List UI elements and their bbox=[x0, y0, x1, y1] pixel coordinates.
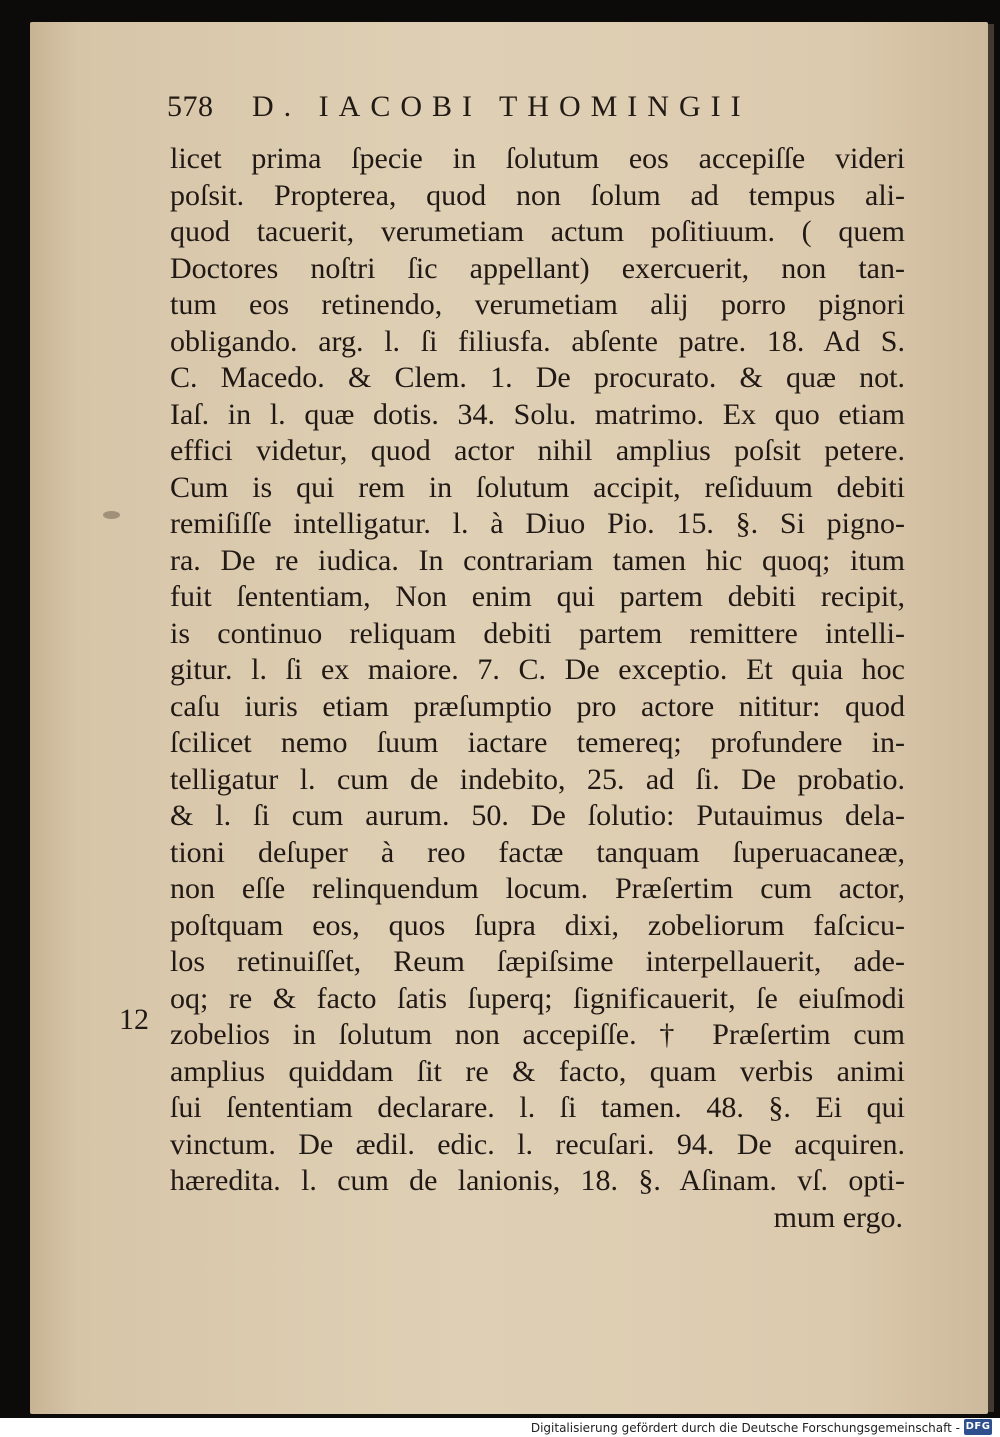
text-line: caſu iuris etiam præſumptio pro actore nititur: quod bbox=[170, 689, 905, 723]
text-line: ſcilicet nemo ſuum iactare temereq; profundere in- bbox=[170, 726, 905, 759]
text-line: & l. ſi cum aurum. 50. De ſolutio: Putauimus dela- bbox=[170, 799, 905, 832]
digitization-footer bbox=[0, 1418, 1000, 1437]
page-header bbox=[167, 90, 857, 136]
text-line: gitur. l. ſi ex maiore. 7. C. De exceptio. Et quia hoc bbox=[170, 653, 905, 686]
text-line-last: mum ergo. bbox=[773, 1200, 903, 1234]
text-line: tioni deſuper à reo factæ tanquam ſuperuacaneæ, bbox=[170, 835, 905, 869]
text-line: Iaſ. in l. quæ dotis. 34. Solu. matrimo. Ex quo etiam bbox=[170, 397, 905, 431]
text-line: Cum is qui rem in ſolutum accipit, reſiduum debiti bbox=[170, 470, 905, 504]
margin-ink-mark bbox=[103, 511, 120, 519]
text-line: remiſiſſe intelligatur. l. à Diuo Pio. 15. §. Si pigno- bbox=[170, 507, 905, 540]
text-line: non eſſe relinquendum locum. Præſertim cum actor, bbox=[170, 872, 905, 905]
running-head: D. IACOBI THOMINGII bbox=[252, 90, 751, 123]
text-line: poſtquam eos, quos ſupra dixi, zobeliorum faſcicu- bbox=[170, 908, 905, 942]
text-line: vinctum. De ædil. edic. l. recuſari. 94. De acquiren. bbox=[170, 1127, 905, 1161]
dfg-logo: DFG bbox=[964, 1419, 992, 1435]
text-line: hæredita. l. cum de lanionis, 18. §. Aſinam. vſ. opti- bbox=[170, 1164, 905, 1197]
text-line: oq; re & facto ſatis ſuperq; ſignificauerit, ſe eiuſmodi bbox=[170, 981, 905, 1015]
text-line: licet prima ſpecie in ſolutum eos accepiſſe videri bbox=[170, 142, 905, 175]
text-line: poſsit. Propterea, quod non ſolum ad tempus ali- bbox=[170, 178, 905, 212]
text-line: quod tacuerit, verumetiam actum poſitiuum. ( quem bbox=[170, 215, 905, 248]
text-line: tum eos retinendo, verumetiam alij porro pignori bbox=[170, 288, 905, 321]
text-line: Doctores noſtri ſic appellant) exercuerit, non tan- bbox=[170, 251, 905, 285]
text-line: los retinuiſſet, Reum ſæpiſsime interpellauerit, ade- bbox=[170, 945, 905, 978]
footer-credit: Digitalisierung gefördert durch die Deutsche Forschungsgemeinschaft - bbox=[530, 1421, 960, 1435]
text-line: amplius quiddam ſit re & facto, quam verbis animi bbox=[170, 1054, 905, 1088]
text-line: obligando. arg. l. ſi filiusfa. abſente patre. 18. Ad S. bbox=[170, 324, 905, 358]
main-text bbox=[170, 141, 905, 1236]
page-number: 578 bbox=[167, 90, 214, 123]
text-line: effici videtur, quod actor nihil amplius poſsit petere. bbox=[170, 434, 905, 467]
text-line: telligatur l. cum de indebito, 25. ad ſi. De probatio. bbox=[170, 762, 905, 796]
text-line: zobelios in ſolutum non accepiſſe. † Præſertim cum bbox=[170, 1018, 905, 1051]
text-line: C. Macedo. & Clem. 1. De procurato. & quæ not. bbox=[170, 361, 905, 394]
text-line: ra. De re iudica. In contrariam tamen hic quoq; itum bbox=[170, 543, 905, 577]
text-line: ſui ſententiam declarare. l. ſi tamen. 48. §. Ei qui bbox=[170, 1091, 905, 1124]
text-line: is continuo reliquam debiti partem remittere intelli- bbox=[170, 616, 905, 650]
margin-note: 12 bbox=[119, 1003, 149, 1036]
text-line: fuit ſententiam, Non enim qui partem debiti recipit, bbox=[170, 580, 905, 613]
page-edge-shadow bbox=[988, 24, 994, 1412]
